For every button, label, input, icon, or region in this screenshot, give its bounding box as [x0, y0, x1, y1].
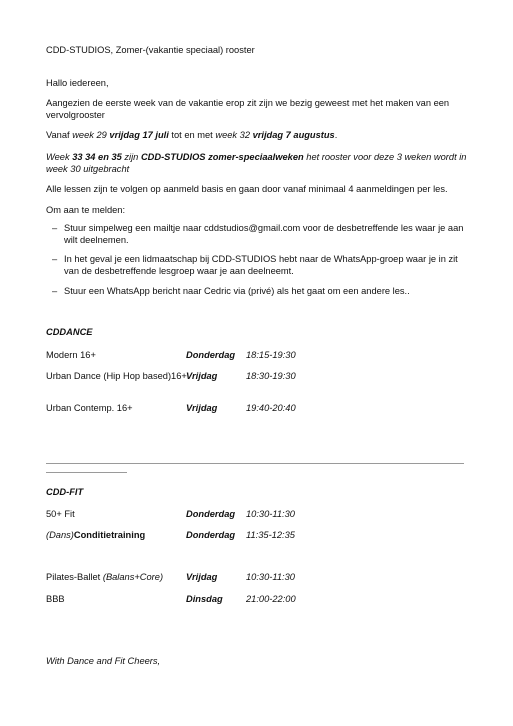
closing-line: With Dance and Fit Cheers, — [46, 656, 161, 666]
dash-bullet: – — [52, 286, 58, 296]
intro-paragraph: Aangezien de eerste week van de vakantie erop zit zijn we bezig geweest met het maken van een vervolgrooster — [46, 98, 450, 120]
cddfit-heading: CDD-FIT — [46, 487, 84, 497]
special-weeks-paragraph: Week 33 34 en 35 zijn CDD-STUDIOS zomer-speciaalweken het rooster voor deze 3 weken wordt in week 30 uitgebracht — [46, 152, 467, 174]
dash-bullet: – — [52, 223, 58, 233]
section-divider-short — [46, 472, 127, 473]
document-page: CDD-STUDIOS, Zomer-(vakantie speciaal) rooster Hallo iedereen, Aangezien de eerste week van de vakantie erop zit zijn we bezig geweest met het maken van een vervolgrooster Vanaf week 29 vrijdag 17 juli tot en met week 32 vrijdag 7 augustus. Week 33 34 en 35 zijn CDD-STUDIOS zomer-speciaalweken het rooster voor deze 3 weken wordt in week 30 uitgebracht Alle lessen zijn te volgen op aanmeld basis en gaan door vanaf minimaal 4 aanmeldingen per les. Om aan te melden: – Stuur simpelweg een mailtje naar cddstudios@gmail.com voor de desbetreffende les waar je aan wilt deelnemen. – In het geval je een lidmaatschap bij CDD-STUDIOS hebt naar de WhatsApp-groep waar je in zit van de desbetreffende lesgroep waar je aan deelneemt. – Stuur een WhatsApp bericht naar Cedric via (privé) als het gaat om een andere les.. CDDANCE Modern 16+ Donderdag 18:15-19:30 Urban Dance (Hip Hop based)16+ Vrijdag 18:30-19:30 Urban Contemp. 16+ Vrijdag 19:40-20:40 CDD-FIT 50+ Fit Donderdag 10:30-11:30 (Dans)Conditietraining Donderdag 11:35-12:35 Pilates-Ballet (Balans+Core) Vrijdag 10:30-11:30 BBB Dinsdag 21:00-22:00 With Dance and Fit Cheers, — [0, 0, 513, 726]
rules-paragraph: Alle lessen zijn te volgen op aanmeld basis en gaan door vanaf minimaal 4 aanmeldingen per les. — [46, 184, 448, 194]
signup-intro: Om aan te melden: — [46, 205, 126, 215]
document-title: CDD-STUDIOS, Zomer-(vakantie speciaal) rooster — [46, 45, 255, 55]
dash-bullet: – — [52, 254, 58, 264]
greeting: Hallo iedereen, — [46, 78, 109, 88]
cddance-heading: CDDANCE — [46, 327, 93, 337]
section-divider — [46, 463, 464, 464]
period-paragraph: Vanaf week 29 vrijdag 17 juli tot en met week 32 vrijdag 7 augustus. — [46, 130, 338, 140]
